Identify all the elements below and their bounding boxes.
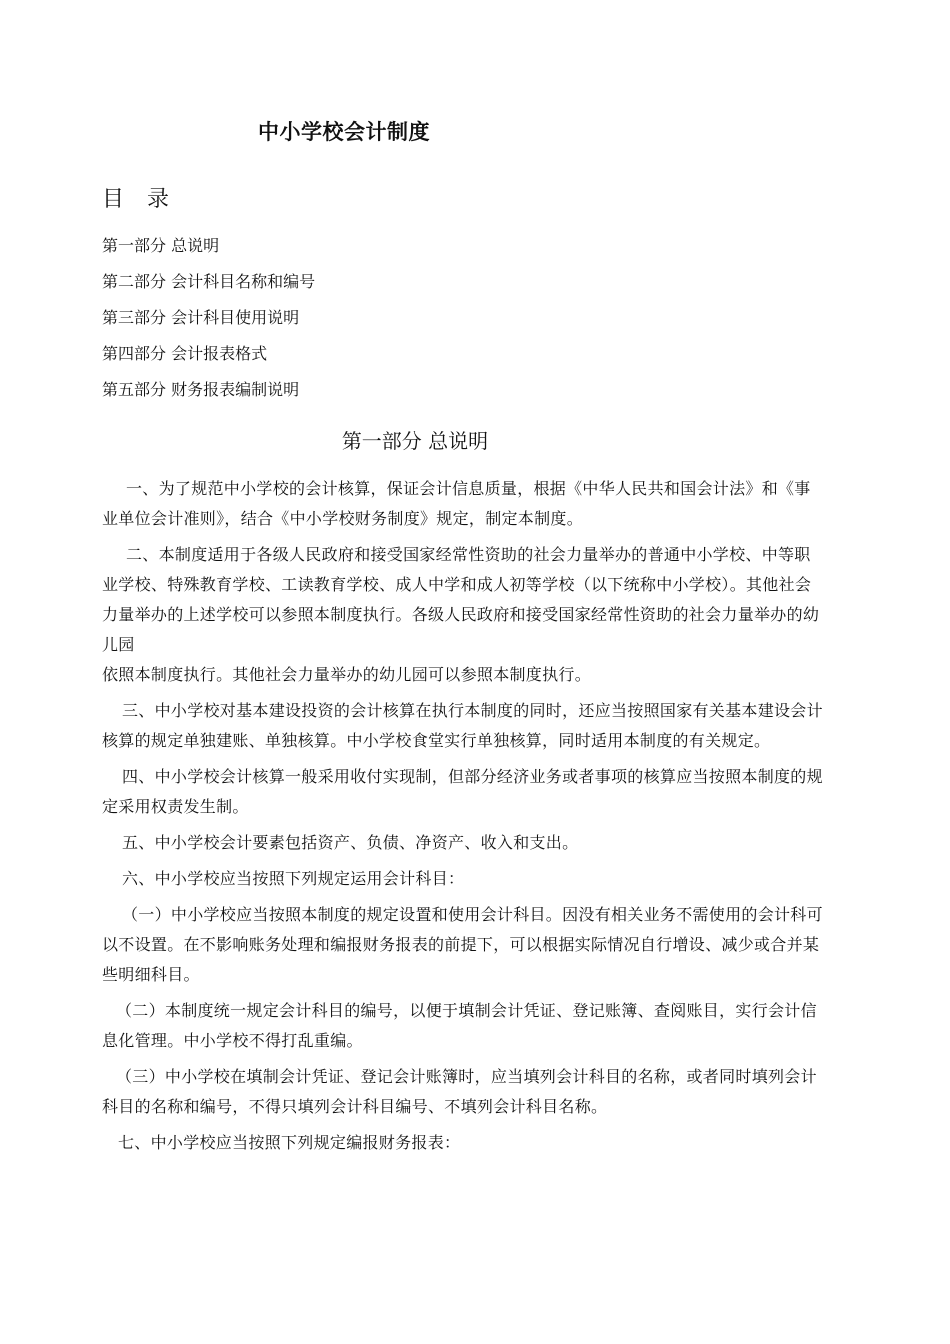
paragraph-line: 业单位会计准则》，结合《中小学校财务制度》规定，制定本制度。 [102, 509, 584, 528]
paragraph-line: 力量举办的上述学校可以参照本制度执行。各级人民政府和接受国家经常性资助的社会力量举办的幼 [102, 605, 820, 624]
paragraph [102, 1128, 847, 1164]
paragraph-line: 核算的规定单独建账、单独核算。中小学校食堂实行单独核算，同时适用本制度的有关规定。 [102, 731, 771, 750]
paragraph-line: （一）中小学校应当按照本制度的规定设置和使用会计科目。因没有相关业务不需使用的会计科可 [122, 905, 823, 924]
toc-item-part-5: 第五部分 财务报表编制说明 [102, 380, 300, 399]
section-body [102, 474, 847, 1164]
paragraph-line: 二、本制度适用于各级人民政府和接受国家经常性资助的社会力量举办的普通中小学校、中等职 [126, 545, 811, 564]
paragraph-line: （三）中小学校在填制会计凭证、登记会计账簿时，应当填列会计科目的名称，或者同时填列会计 [116, 1067, 817, 1086]
paragraph-line: 以不设置。在不影响账务处理和编报财务报表的前提下，可以根据实际情况自行增设、减少或合并某 [102, 935, 820, 954]
paragraph-line: 依照本制度执行。其他社会力量举办的幼儿园可以参照本制度执行。 [102, 665, 592, 684]
toc-item-part-2: 第二部分 会计科目名称和编号 [102, 272, 316, 291]
paragraph-line: 四、中小学校会计核算一般采用收付实现制，但部分经济业务或者事项的核算应当按照本制度的规 [122, 767, 823, 786]
paragraph [102, 540, 847, 696]
paragraph-line: 息化管理。中小学校不得打乱重编。 [102, 1031, 363, 1050]
paragraph-line: 三、中小学校对基本建设投资的会计核算在执行本制度的同时，还应当按照国家有关基本建设会计 [122, 701, 823, 720]
paragraph-line: 定采用权责发生制。 [102, 797, 249, 816]
toc-heading: 目 录 [102, 187, 177, 212]
paragraph [102, 1062, 847, 1128]
document-title: 中小学校会计制度 [258, 120, 430, 144]
paragraph-line: 儿园 [102, 635, 135, 654]
paragraph-line: （二）本制度统一规定会计科目的编号，以便于填制会计凭证、登记账簿、查阅账目，实行会计信 [116, 1001, 817, 1020]
paragraph [102, 828, 847, 864]
paragraph-line: 业学校、特殊教育学校、工读教育学校、成人中学和成人初等学校（以下统称中小学校）。其他社会 [102, 575, 812, 594]
paragraph [102, 900, 847, 996]
paragraph-line: 一、为了规范中小学校的会计核算，保证会计信息质量，根据《中华人民共和国会计法》和《事 [126, 479, 811, 498]
paragraph [102, 696, 847, 762]
toc-item-part-4: 第四部分 会计报表格式 [102, 344, 268, 363]
paragraph [102, 474, 847, 540]
paragraph [102, 762, 847, 828]
paragraph [102, 864, 847, 900]
paragraph-line: 科目的名称和编号，不得只填列会计科目编号、不填列会计科目名称。 [102, 1097, 608, 1116]
paragraph-line: 五、中小学校会计要素包括资产、负债、净资产、收入和支出。 [122, 833, 579, 852]
toc-item-part-3: 第三部分 会计科目使用说明 [102, 308, 300, 327]
paragraph-line: 六、中小学校应当按照下列规定运用会计科目： [122, 869, 465, 888]
toc-item-part-1: 第一部分 总说明 [102, 236, 220, 255]
table-of-contents [102, 234, 315, 414]
paragraph-line: 些明细科目。 [102, 965, 200, 984]
section-title: 第一部分 总说明 [341, 429, 489, 453]
paragraph [102, 996, 847, 1062]
paragraph-line: 七、中小学校应当按照下列规定编报财务报表： [118, 1133, 461, 1152]
